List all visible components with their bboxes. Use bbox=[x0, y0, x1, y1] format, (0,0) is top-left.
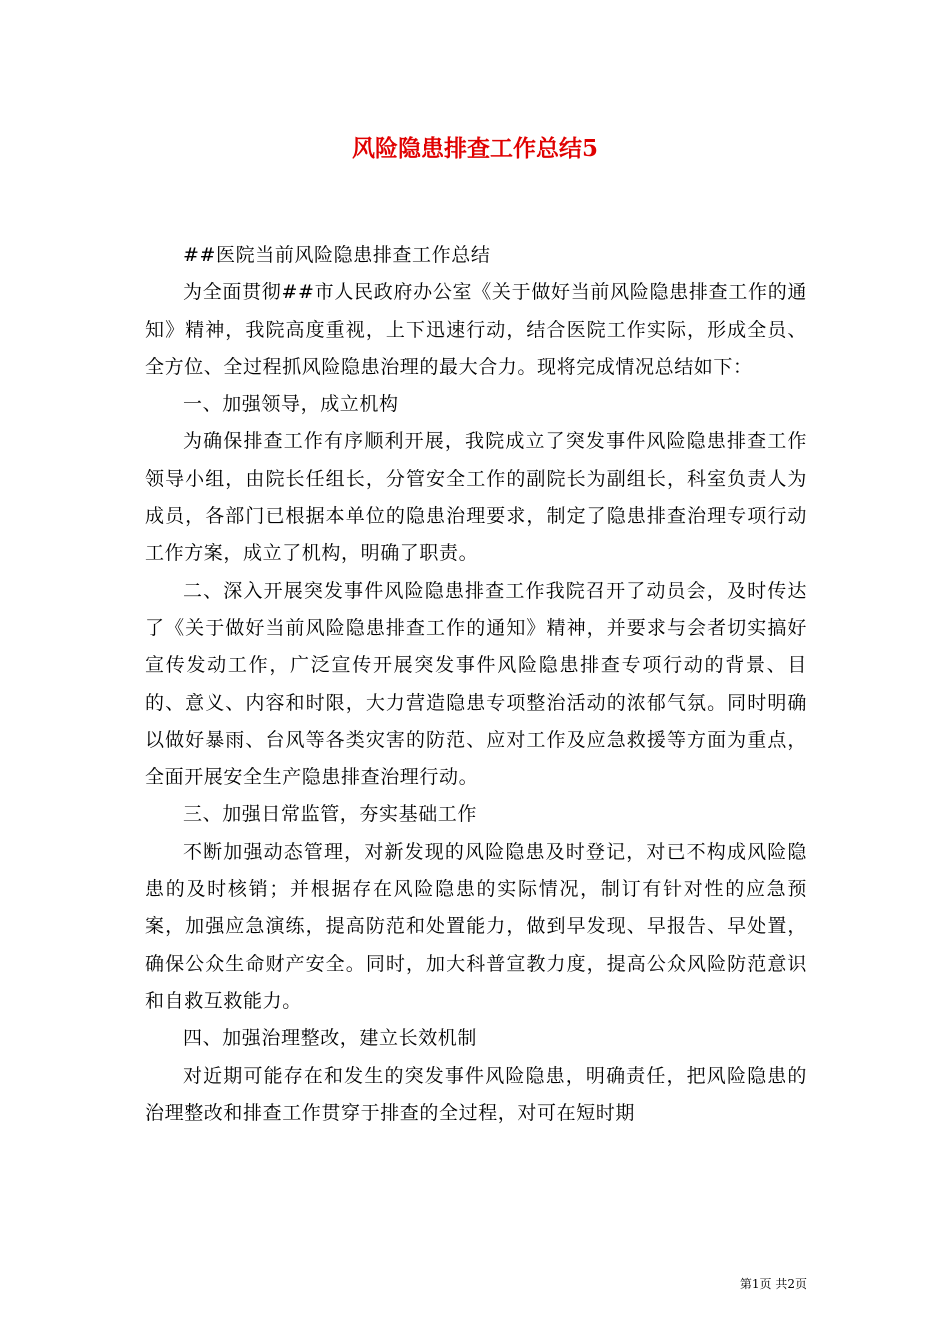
section-paragraph-3: 不断加强动态管理，对新发现的风险隐患及时登记，对已不构成风险隐患的及时核销；并根据存在风险隐患的实际情况，制订有针对性的应急预案，加强应急演练，提高防范和处置能力，做到早发现、早报告、早处置，确保公众生命财产安全。同时，加大科普宣教力度，提高公众风险防范意识和自救互救能力。 bbox=[145, 840, 807, 1012]
section-paragraph-4: 对近期可能存在和发生的突发事件风险隐患，明确责任，把风险隐患的治理整改和排查工作贯穿于排查的全过程，对可在短时期 bbox=[145, 1064, 807, 1124]
section-paragraph-1: 为确保排查工作有序顺利开展，我院成立了突发事件风险隐患排查工作领导小组，由院长任组长，分管安全工作的副院长为副组长，科室负责人为成员，各部门已根据本单位的隐患治理要求，制定了隐患排查治理专项行动工作方案，成立了机构，明确了职责。 bbox=[145, 430, 807, 565]
document-body bbox=[145, 237, 807, 1132]
intro-paragraph: 为全面贯彻##市人民政府办公室《关于做好当前风险隐患排查工作的通知》精神，我院高度重视，上下迅速行动，结合医院工作实际，形成全员、全方位、全过程抓风险隐患治理的最大合力。现将完成情况总结如下： bbox=[145, 281, 807, 378]
document-title: 风险隐患排查工作总结5 bbox=[351, 135, 598, 162]
document-subtitle: ##医院当前风险隐患排查工作总结 bbox=[183, 244, 491, 266]
page-number: 第1页 共2页 bbox=[739, 1277, 807, 1291]
section-heading-1: 一、加强领导，成立机构 bbox=[183, 393, 399, 416]
section-heading-3: 三、加强日常监管，夯实基础工作 bbox=[183, 803, 478, 826]
section-paragraph-2: 二、深入开展突发事件风险隐患排查工作我院召开了动员会，及时传达了《关于做好当前风险隐患排查工作的通知》精神，并要求与会者切实搞好宣传发动工作，广泛宣传开展突发事件风险隐患排查专项行动的背景、目的、意义、内容和时限，大力营造隐患专项整治活动的浓郁气氛。同时明确以做好暴雨、台风等各类灾害的防范、应对工作及应急救援等方面为重点，全面开展安全生产隐患排查治理行动。 bbox=[145, 579, 807, 789]
section-heading-4: 四、加强治理整改，建立长效机制 bbox=[183, 1027, 478, 1050]
